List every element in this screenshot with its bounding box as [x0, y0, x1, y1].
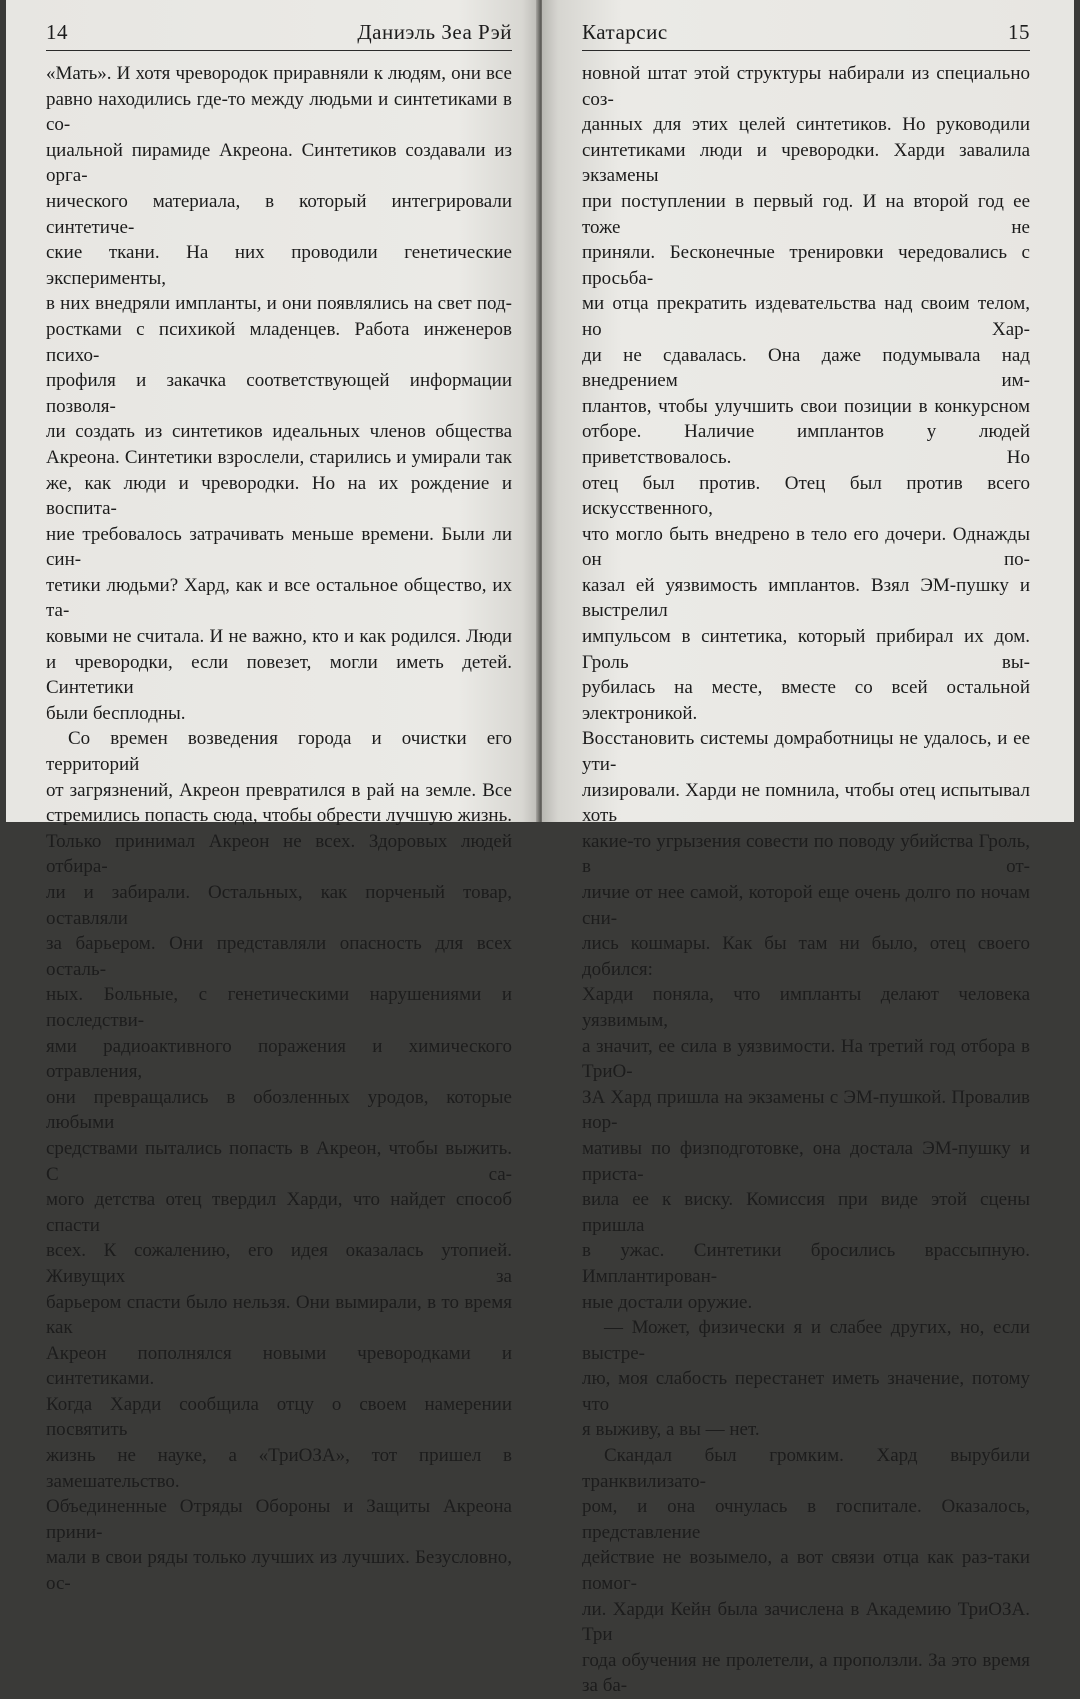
text-line: профиля и закачка соответствующей информации позволя- [46, 370, 512, 417]
text-line: от загрязнений, Акреон превратился в рай на земле. Все [46, 779, 512, 801]
right-page-number: 15 [1008, 20, 1030, 44]
text-line: лизировали. Харди не помнила, чтобы отец испытывал хоть [582, 779, 1030, 827]
text-line: ские ткани. На них проводили генетические эксперименты, [46, 242, 512, 289]
text-line: мали в свои ряды только лучших из лучших. Безусловно, ос- [46, 1547, 512, 1595]
text-line: — Может, физически я и слабее других, но, если выстре- [582, 1317, 1030, 1364]
text-line: импульсом в синтетика, который прибирал их дом. Гроль вы- [582, 626, 1030, 673]
text-line: Со времен возведения города и очистки его территорий [46, 728, 512, 776]
text-line: стремились попасть сюда, чтобы обрести лучшую жизнь. [46, 805, 512, 827]
text-line: и чревородки, если повезет, могли иметь детей. Синтетики [46, 651, 512, 699]
text-line: ром, и она очнулась в госпитале. Оказалось, представление [582, 1496, 1030, 1543]
text-line: Только принимал Акреон не всех. Здоровых людей отбира- [46, 830, 512, 878]
right-running-head: Катарсис [582, 20, 668, 44]
text-line: всех. К сожалению, его идея оказалась утопией. Живущих за [46, 1240, 512, 1287]
text-line: были бесплодны. [46, 702, 186, 724]
text-line: лись кошмары. Как бы там ни было, отец своего добился: [582, 933, 1030, 980]
text-line: средствами пытались попасть в Акреон, чтобы выжить. С са- [46, 1137, 512, 1185]
text-line: Когда Харди сообщила отцу о своем намерении посвятить [46, 1393, 512, 1441]
text-line: мого детства отец твердил Харди, что найдет способ спасти [46, 1189, 512, 1236]
text-line: Акреона. Синтетики взрослели, старились и умирали так [46, 446, 512, 468]
text-line: я выживу, а вы — нет. [582, 1419, 760, 1441]
text-line: же, как люди и чревородки. Но на их рождение и воспита- [46, 472, 512, 520]
text-line: Объединенные Отряды Обороны и Защиты Акреона прини- [46, 1496, 512, 1543]
text-line: жизнь не науке, а «ТриОЗА», тот пришел в замешательство. [46, 1445, 512, 1492]
right-page [542, 0, 1074, 1697]
text-line: ли и забирали. Остальных, как порченый товар, оставляли [46, 882, 512, 929]
left-page-text [46, 61, 512, 1597]
text-line: действие не возымело, а вот связи отца как раз-таки помог- [582, 1547, 1030, 1595]
text-line: барьером спасти было нельзя. Они вымирали, в то время как [46, 1291, 512, 1339]
text-line: Харди поняла, что импланты делают человека уязвимым, [582, 984, 1030, 1031]
text-line: плантов, чтобы улучшить свои позиции в конкурсном [582, 395, 1030, 417]
text-line: ростками с психикой младенцев. Работа инженеров психо- [46, 318, 512, 366]
right-page-text [582, 61, 1030, 1699]
text-line: рубилась на месте, вместе со всей остальной электроникой. [582, 677, 1030, 724]
text-line: года обучения не пролетели, а проползли. За это время за ба- [582, 1649, 1030, 1697]
text-line: тетики людьми? Хард, как и все остальное общество, их та- [46, 574, 512, 622]
text-line: мативы по физподготовке, она достала ЭМ-пушку и приста- [582, 1137, 1030, 1185]
text-line: какие-то угрызения совести по поводу убийства Гроль, в от- [582, 830, 1030, 878]
text-line: Акреон пополнялся новыми чревородками и синтетиками. [46, 1342, 512, 1390]
text-line: Восстановить системы домработницы не удалось, и ее ути- [582, 728, 1030, 776]
left-page-number: 14 [46, 20, 68, 44]
text-line: отец был против. Отец был против всего искусственного, [582, 472, 1030, 520]
text-line: ли создать из синтетиков идеальных членов общества [46, 421, 512, 443]
text-line: приняли. Бесконечные тренировки чередовались с просьба- [582, 242, 1030, 289]
text-line: ди не сдавалась. Она даже подумывала над внедрением им- [582, 344, 1030, 392]
text-line: отборе. Наличие имплантов у людей приветствовалось. Но [582, 421, 1030, 468]
text-line: ми отца прекратить издевательства над своим телом, но Хар- [582, 293, 1030, 340]
text-line: ями радиоактивного поражения и химического отравления, [46, 1035, 512, 1083]
text-line: Скандал был громким. Хард вырубили транквилизато- [582, 1445, 1030, 1492]
text-line: личие от нее самой, которой еще очень долго по ночам сни- [582, 882, 1030, 929]
text-line: а значит, ее сила в уязвимости. На третий год отбора в ТриО- [582, 1035, 1030, 1083]
left-running-head: Даниэль Зеа Рэй [357, 20, 512, 44]
text-line: ных. Больные, с генетическими нарушениями и последстви- [46, 984, 512, 1031]
text-line: ковыми не считала. И не важно, кто и как родился. Люди [46, 626, 512, 648]
text-line: за барьером. Они представляли опасность для всех осталь- [46, 933, 512, 980]
text-line: лю, моя слабость перестанет иметь значение, потому что [582, 1368, 1030, 1415]
text-line: в ужас. Синтетики бросились врассыпную. Имплантирован- [582, 1240, 1030, 1287]
right-page-header [582, 20, 1030, 51]
text-line: что могло быть внедрено в тело его дочери. Однажды он по- [582, 523, 1030, 571]
text-line: ние требовалось затрачивать меньше времени. Были ли син- [46, 523, 512, 571]
left-page [6, 0, 538, 1595]
left-page-header [46, 20, 512, 51]
text-line: синтетиками люди и чревородки. Харди завалила экзамены [582, 139, 1030, 187]
text-line: вила ее к виску. Комиссия при виде этой сцены пришла [582, 1189, 1030, 1236]
text-line: при поступлении в первый год. И на второй год ее тоже не [582, 190, 1030, 238]
text-line: данных для этих целей синтетиков. Но руководили [582, 114, 1030, 136]
text-line: они превращались в обозленных уродов, которые любыми [46, 1086, 512, 1134]
text-line: в них внедряли импланты, и они появлялись на свет под- [46, 293, 512, 315]
text-line: ные достали оружие. [582, 1291, 753, 1313]
text-line: нического материала, в который интегрировали синтетиче- [46, 190, 512, 238]
text-line: ли. Харди Кейн была зачислена в Академию ТриОЗА. Три [582, 1598, 1030, 1646]
text-line: циальной пирамиде Акреона. Синтетиков создавали из орга- [46, 139, 512, 187]
text-line: ЗА Хард пришла на экзамены с ЭМ-пушкой. Провалив нор- [582, 1086, 1030, 1134]
text-line: казал ей уязвимость имплантов. Взял ЭМ-пушку и выстрелил [582, 574, 1030, 622]
text-line: равно находились где-то между людьми и синтетиками в со- [46, 88, 512, 136]
text-line: «Мать». И хотя чревородок приравняли к людям, они все [46, 63, 512, 84]
text-line: новной штат этой структуры набирали из специально соз- [582, 63, 1030, 110]
